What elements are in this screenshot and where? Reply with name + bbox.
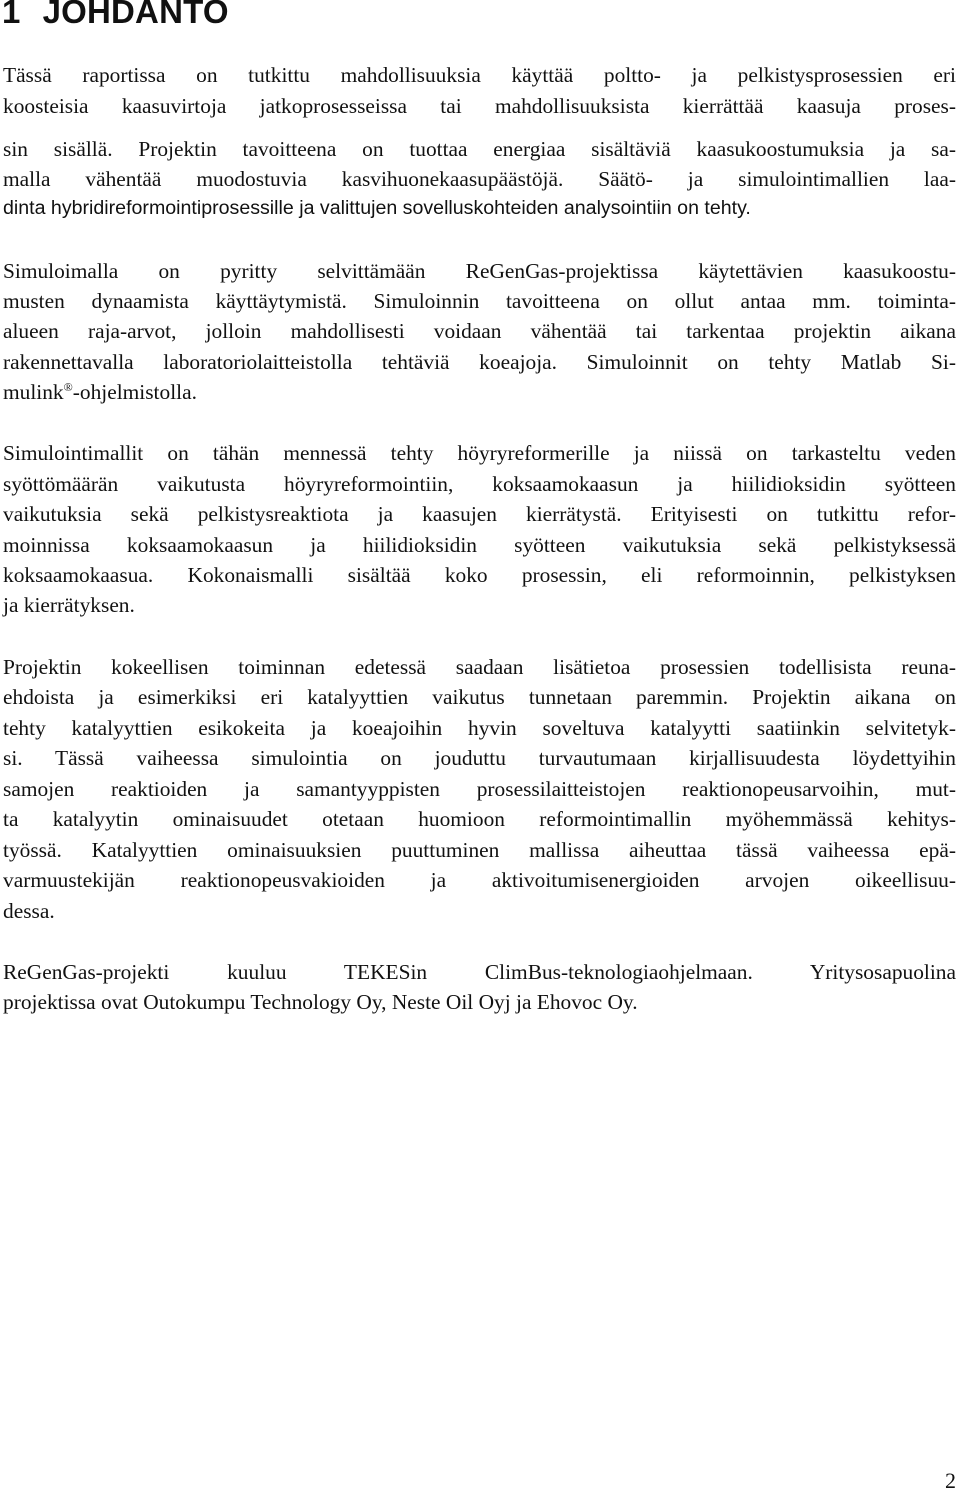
text-line: koosteisia kaasuvirtoja jatkoprosesseissa tai mahdollisuuksista kierrättää kaasuja proses-	[3, 94, 956, 118]
text-line: Projektin kokeellisen toiminnan edetessä saadaan lisätietoa prosessien todellisista reuna-	[3, 655, 956, 679]
text-fragment: mulink	[3, 380, 64, 404]
text-line: tehty katalyyttien esikokeita ja koeajoihin hyvin soveltuva katalyytti saatiinkin selvitetyk-	[3, 716, 956, 740]
text-line: projektissa ovat Outokumpu Technology Oy, Neste Oil Oyj ja Ehovoc Oy.	[3, 990, 638, 1014]
text-line: malla vähentää muodostuvia kasvihuonekaasupäästöjä. Säätö- ja simulointimallien laa-	[3, 167, 956, 191]
text-line: koksaamokaasua. Kokonaismalli sisältää koko prosessin, eli reformoinnin, pelkistyksen	[3, 563, 956, 587]
text-line: si. Tässä vaiheessa simulointia on jouduttu turvautumaan kirjallisuudesta löydettyihin	[3, 746, 956, 770]
text-line: rakennettavalla laboratoriolaitteistolla tehtäviä koeajoja. Simuloinnit on tehty Matlab Si-	[3, 350, 956, 374]
section-heading	[2, 0, 229, 34]
text-fragment: -ohjelmistolla.	[72, 380, 197, 404]
text-line: samojen reaktioiden ja samantyyppisten prosessilaitteistojen reaktionopeusarvoihin, mut-	[3, 777, 956, 801]
text-line-last	[3, 377, 956, 408]
text-line: sin sisällä. Projektin tavoitteena on tuottaa energiaa sisältäviä kaasukoostumuksia ja sa-	[3, 137, 956, 161]
text-line: varmuustekijän reaktionopeusvakioiden ja aktivoitumisenergioiden arvojen oikeellisuu-	[3, 868, 956, 892]
text-line: ReGenGas-projekti kuuluu TEKESin ClimBus-teknologiaohjelmaan. Yritysosapuolina	[3, 960, 956, 984]
text-line: Simulointimallit on tähän mennessä tehty höyryreformerille ja niissä on tarkasteltu veden	[3, 441, 956, 465]
section-title: JOHDANTO	[42, 0, 229, 30]
text-line: alueen raja-arvot, jolloin mahdollisesti voidaan vähentää tai tarkentaa projektin aikana	[3, 319, 956, 343]
text-line: ehdoista ja esimerkiksi eri katalyyttien vaikutus tunnetaan paremmin. Projektin aikana on	[3, 685, 956, 709]
text-line: musten dynaamista käyttäytymistä. Simuloinnin tavoitteena on ollut antaa mm. toiminta-	[3, 289, 956, 313]
text-line: vaikutuksia sekä pelkistysreaktiota ja kaasujen kierrätystä. Erityisesti on tutkittu refor-	[3, 502, 956, 526]
text-line: ja kierrätyksen.	[3, 593, 135, 617]
text-line: ta katalyytin ominaisuudet otetaan huomioon reformointimallin myöhemmässä kehitys-	[3, 807, 956, 831]
page-number: 2	[945, 1468, 956, 1493]
text-line: moinnissa koksaamokaasun ja hiilidioksidin syötteen vaikutuksia sekä pelkistyksessä	[3, 533, 956, 557]
text-line: työssä. Katalyyttien ominaisuuksien puuttuminen mallissa aiheuttaa tässä vaiheessa epä-	[3, 838, 956, 862]
text-line: Simuloimalla on pyritty selvittämään ReGenGas-projektissa käytettävien kaasukoostu-	[3, 259, 956, 283]
registered-mark: ®	[63, 380, 73, 394]
text-line: Tässä raportissa on tutkittu mahdollisuuksia käyttää poltto- ja pelkistysprosessien eri	[3, 63, 956, 87]
text-line: dessa.	[3, 899, 55, 923]
text-line: syöttömäärän vaikutusta höyryreformointiin, koksaamokaasun ja hiilidioksidin syötteen	[3, 472, 956, 496]
text-line: dinta hybridireformointiprosessille ja valittujen sovelluskohteiden analysointiin on tehty.	[3, 197, 751, 219]
section-number: 1	[2, 0, 21, 30]
